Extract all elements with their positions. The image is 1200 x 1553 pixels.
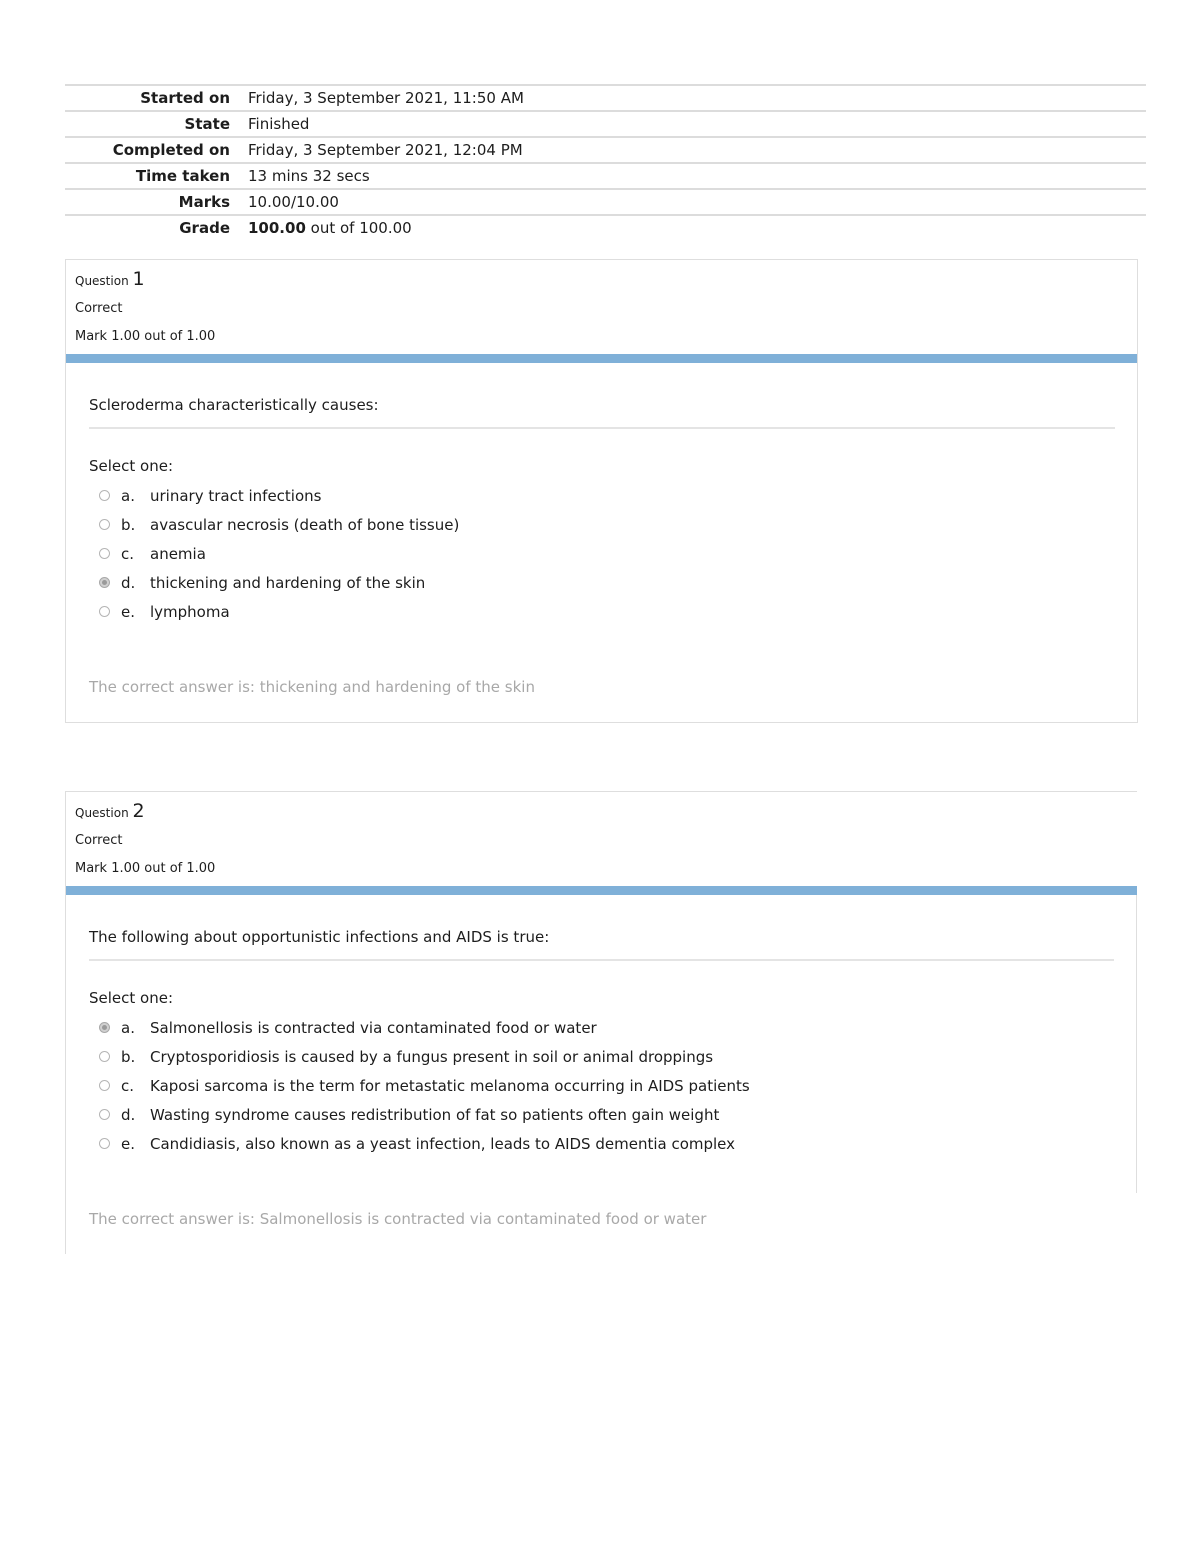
answer-option-d[interactable] [89,1100,1114,1129]
answer-text: Kaposi sarcoma is the term for metastatic melanoma occurring in AIDS patients [150,1076,750,1095]
answer-letter: e. [121,1134,135,1153]
question-label: Question [75,274,129,288]
select-one-prompt: Select one: [89,989,174,1007]
answer-option-b[interactable] [89,1042,1114,1071]
summary-label: Started on [140,89,230,107]
answer-letter: d. [121,573,136,592]
summary-label: Marks [178,193,230,211]
question-text: The following about opportunistic infections and AIDS is true: [89,895,1114,961]
summary-row-started [65,86,1146,112]
question-divider-bar [66,354,1137,363]
question-info [66,792,1137,886]
question-state: Correct [75,833,123,848]
correct-answer-feedback: The correct answer is: thickening and hardening of the skin [89,678,535,696]
select-one-prompt: Select one: [89,457,174,475]
summary-row-marks [65,190,1146,216]
question-content [66,363,1137,626]
summary-row-state [65,112,1146,138]
question-state: Correct [75,301,123,316]
answer-text: thickening and hardening of the skin [150,573,426,592]
answer-option-a[interactable] [89,481,1115,510]
radio-button[interactable] [99,606,110,617]
answer-option-d[interactable] [89,568,1115,597]
answer-text: Cryptosporidiosis is caused by a fungus present in soil or animal droppings [150,1047,714,1066]
summary-label: Grade [179,219,230,237]
summary-value: Finished [248,115,310,133]
radio-button[interactable] [99,1138,110,1149]
quiz-summary-table [65,84,1146,240]
correct-answer-feedback: The correct answer is: Salmonellosis is contracted via contaminated food or water [89,1210,707,1228]
radio-button[interactable] [99,548,110,559]
question-mark: Mark 1.00 out of 1.00 [75,329,216,344]
grade-out-of: out of 100.00 [305,219,412,237]
question-divider-bar [66,886,1137,895]
answer-text: avascular necrosis (death of bone tissue) [150,515,460,534]
answer-option-e[interactable] [89,597,1115,626]
summary-row-completed [65,138,1146,164]
answer-letter: c. [121,1076,135,1095]
answer-letter: e. [121,602,135,621]
question-info [66,260,1137,354]
radio-button[interactable] [99,490,110,501]
radio-button[interactable] [99,519,110,530]
question-mark: Mark 1.00 out of 1.00 [75,861,216,876]
radio-button-selected[interactable] [99,1022,110,1033]
summary-label: Time taken [135,167,230,185]
answer-option-c[interactable] [89,539,1115,568]
answer-text: urinary tract infections [150,486,322,505]
radio-button[interactable] [99,1109,110,1120]
answer-text: anemia [150,544,206,563]
answer-text: Wasting syndrome causes redistribution of fat so patients often gain weight [150,1105,720,1124]
question-card-2 [65,791,1137,1254]
question-number-value: 2 [132,800,145,822]
answer-option-a[interactable] [89,1013,1114,1042]
answer-option-c[interactable] [89,1071,1114,1100]
radio-button-selected[interactable] [99,577,110,588]
radio-button[interactable] [99,1080,110,1091]
answer-letter: c. [121,544,135,563]
question-content [66,895,1137,1193]
grade-score: 100.00 [248,219,306,237]
question-card-1 [65,259,1138,723]
answer-letter: d. [121,1105,136,1124]
question-label: Question [75,806,129,820]
summary-value: Friday, 3 September 2021, 12:04 PM [248,141,523,159]
summary-row-grade [65,216,1146,240]
answer-option-e[interactable] [89,1129,1114,1158]
answer-text: lymphoma [150,602,230,621]
question-number [75,268,145,290]
answer-list [89,481,1115,626]
question-text: Scleroderma characteristically causes: [89,363,1115,429]
answer-letter: b. [121,515,136,534]
answer-text: Salmonellosis is contracted via contaminated food or water [150,1018,597,1037]
radio-button[interactable] [99,1051,110,1062]
answer-option-b[interactable] [89,510,1115,539]
answer-letter: b. [121,1047,136,1066]
summary-value: 13 mins 32 secs [248,167,370,185]
summary-value: 10.00/10.00 [248,193,339,211]
summary-value [248,219,412,237]
summary-row-time-taken [65,164,1146,190]
answer-list [89,1013,1114,1158]
answer-letter: a. [121,1018,135,1037]
summary-label: State [184,115,230,133]
question-number [75,800,145,822]
answer-text: Candidiasis, also known as a yeast infection, leads to AIDS dementia complex [150,1134,736,1153]
summary-label: Completed on [112,141,230,159]
summary-value: Friday, 3 September 2021, 11:50 AM [248,89,524,107]
question-number-value: 1 [132,268,145,290]
answer-letter: a. [121,486,135,505]
